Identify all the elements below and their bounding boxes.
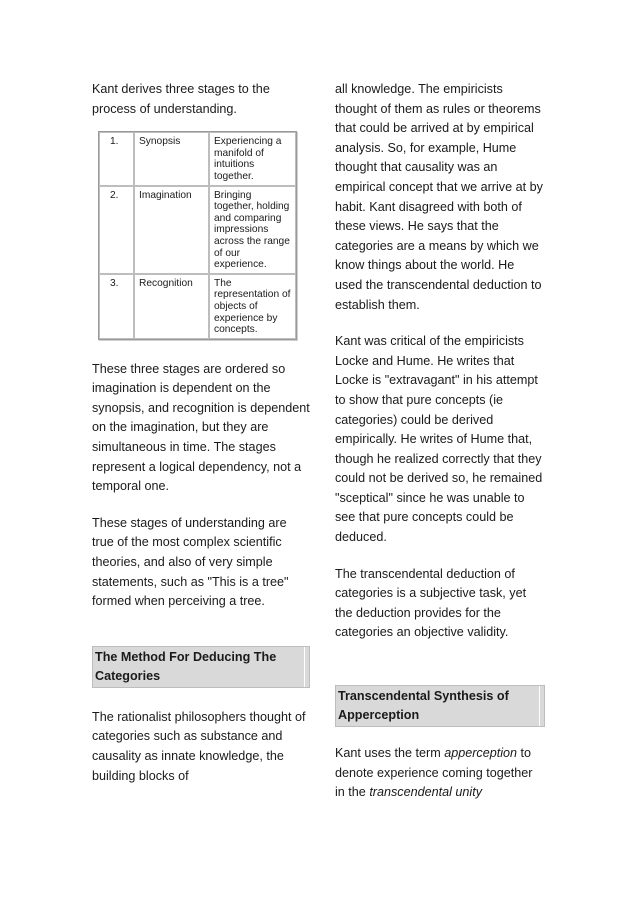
stages-table <box>98 131 297 340</box>
transcendental-unity-term: transcendental unity <box>369 785 483 800</box>
table-row <box>99 274 296 339</box>
apperception-term: apperception <box>444 746 518 761</box>
critical-paragraph: Kant was critical of the empiricists Locke and Hume. He writes that Locke is "extravagant" in his attempt to show that pure concepts (ie categories) could be derived empirically. He writes of Hume that, though he realized correctly that they could not be derived so, he remained "sceptical" since he was unable to see that pure concepts could be deduced. <box>335 334 543 545</box>
table-row <box>99 186 296 274</box>
intro-paragraph: Kant derives three stages to the process of understanding. <box>92 82 270 116</box>
apperception-text: Kant uses the term <box>335 746 445 761</box>
stages-complex-paragraph: These stages of understanding are true of the most complex scientific theories, and also of very simple statements, such as "This is a tree" formed when perceiving a tree. <box>92 515 289 609</box>
right-column <box>335 80 545 803</box>
stage-name: Synopsis <box>134 132 209 185</box>
rationalist-paragraph: The rationalist philosophers thought of categories such as substance and causality as innate knowledge, the building blocks of <box>92 709 306 783</box>
stage-number: 2. <box>99 186 134 274</box>
stage-number: 1. <box>99 132 134 185</box>
stages-order-paragraph: These three stages are ordered so imagination is dependent on the synopsis, and recognition is dependent on the imagination, but they are simultaneous in time. The stages represent a logical dependency, not a temporal one. <box>92 361 310 494</box>
apperception-text: to denote experience coming together in the <box>335 746 533 800</box>
empiricists-paragraph: all knowledge. The empiricists thought of them as rules or theorems that could be arrived at by empirical analysis. So, for example, Hume thought that causality was an empirical concept that we arrive at by habit. Kant disagreed with both of these views. He says that the categories are a means by which we know things about the world. He used the transcendental deduction to establish them. <box>335 82 543 312</box>
apperception-paragraph <box>335 744 545 803</box>
stage-description: Bringing together, holding and comparing impressions across the range of our experience. <box>209 186 296 274</box>
stage-name: Imagination <box>134 186 209 274</box>
section-heading-method: The Method For Deducing The Categories <box>92 646 310 688</box>
stage-description: Experiencing a manifold of intuitions together. <box>209 132 296 185</box>
deduction-paragraph: The transcendental deduction of categories is a subjective task, yet the deduction provides for the categories an objective validity. <box>335 566 527 640</box>
stage-description: The representation of objects of experience by concepts. <box>209 274 296 339</box>
left-column <box>92 80 310 786</box>
table-row <box>99 132 296 185</box>
stage-number: 3. <box>99 274 134 339</box>
section-heading-synthesis: Transcendental Synthesis of Apperception <box>335 685 545 727</box>
stage-name: Recognition <box>134 274 209 339</box>
